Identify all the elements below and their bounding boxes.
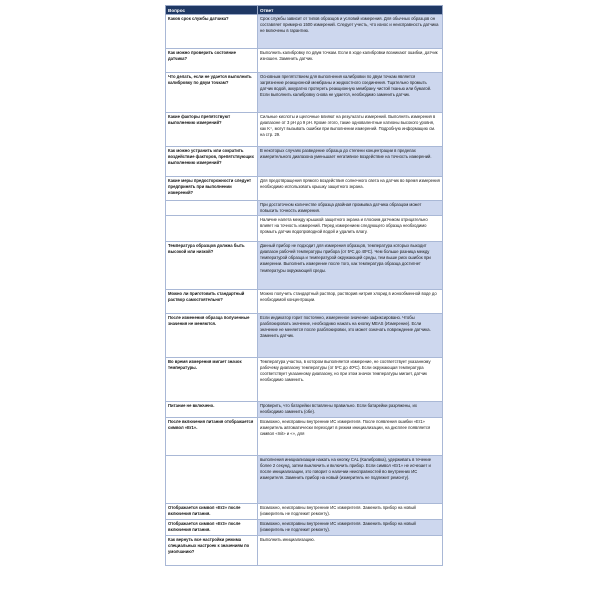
answer-cell: В некоторых случаях разведение образца до степени концентрации в пределах измерительного диапазона уменьшает негативное воздействие на точность измерений. bbox=[258, 147, 443, 177]
table-body bbox=[166, 15, 443, 566]
table-row bbox=[166, 504, 443, 520]
question-cell: После включения питания отображается символ «Er1». bbox=[166, 418, 258, 456]
header-question: Вопрос bbox=[166, 6, 258, 15]
table-row bbox=[166, 456, 443, 504]
table-row bbox=[166, 49, 443, 73]
question-cell: Как вернуть все настройки режима специальных настроек к значениям по умолчанию? bbox=[166, 536, 258, 566]
question-cell: Питание не включено. bbox=[166, 402, 258, 418]
question-cell: Какие меры предосторожности следует предпринять при выполнении измерений? bbox=[166, 177, 258, 201]
table-row bbox=[166, 520, 443, 536]
table-row bbox=[166, 358, 443, 402]
answer-cell: Возможно, неисправны внутренние ИС измерителя. После появления ошибки «Er1» измеритель автоматически переходит в режим инициализации, на дисплее появляется символ «Init» и «», для bbox=[258, 418, 443, 456]
answer-cell: Возможно, неисправны внутренние ИС измерителя. Заменить прибор на новый (измеритель не подлежит ремонту). bbox=[258, 504, 443, 520]
question-cell: Что делать, если не удается выполнить калибровку по двум точкам? bbox=[166, 73, 258, 113]
question-cell bbox=[166, 216, 258, 242]
question-cell: Какие факторы препятствуют выполнению измерений? bbox=[166, 113, 258, 147]
table-row bbox=[166, 15, 443, 49]
question-cell: После изменения образца полученные значения не меняются. bbox=[166, 314, 258, 358]
question-cell bbox=[166, 456, 258, 504]
table-header-row bbox=[166, 6, 443, 15]
answer-cell: Основным препятствием для выполнения калибровки по двум точкам является загрязнение реакционной мембраны и жидкостного соединения. Тщательно промыть датчик водой, аккуратно протереть реакционную мембрану чистой тканью или бумагой. Если выполнить калибровку снова не удается, необходимо заменить датчик. bbox=[258, 73, 443, 113]
table-row bbox=[166, 402, 443, 418]
answer-cell: выполнения инициализации нажать на кнопку CAL (Калибровка), удерживать в течение более 2 секунд, затем выключить и включить прибор. Если символ «Er1» не исчезает и после инициализации, это говорит о наличии неисправностей во внутренних ИС измерителя. Заменить прибор на новый (измеритель не подлежит ремонту). bbox=[258, 456, 443, 504]
answer-cell: Данный прибор не подходит для измерения образцов, температура которых выходит диапазон рабочей температуры прибора (от 5ºC до 40ºC). Чем больше разница между температурой образца и температурой окружающей среды, тем выше риск ошибок при измерении. Выполнить измерение после того, как температура образца достигнет температуры окружающей среды. bbox=[258, 242, 443, 290]
question-cell bbox=[166, 201, 258, 216]
question-cell: Отображается символ «Er2» после включения питания. bbox=[166, 504, 258, 520]
question-cell: Как можно проверить состояние датчика? bbox=[166, 49, 258, 73]
faq-table bbox=[165, 5, 443, 566]
table-row bbox=[166, 177, 443, 201]
answer-cell: Выполнить калибровку по двум точкам. Если в ходе калибровки возникают ошибки, датчик изношен. Заменить датчик. bbox=[258, 49, 443, 73]
answer-cell: Возможно, неисправны внутренние ИС измерителя. Заменить прибор на новый (измеритель не подлежит ремонту). bbox=[258, 520, 443, 536]
question-cell: Во время измерения мигает значок температуры. bbox=[166, 358, 258, 402]
table-row bbox=[166, 314, 443, 358]
answer-cell: Выполнить инициализацию. bbox=[258, 536, 443, 566]
table-row bbox=[166, 73, 443, 113]
table-row bbox=[166, 536, 443, 566]
answer-cell: Проверить, что батарейки вставлены правильно. Если батарейки разряжены, их необходимо заменить (обе). bbox=[258, 402, 443, 418]
table-row bbox=[166, 418, 443, 456]
table-row bbox=[166, 147, 443, 177]
answer-cell: При достаточном количестве образца двойная промывка датчика образцом может повысить точность измерения. bbox=[258, 201, 443, 216]
answer-cell: Для предотвращения прямого воздействия солнечного света на датчик во время измерения необходимо использовать крышку защитного экрана. bbox=[258, 177, 443, 201]
answer-cell: Сильные кислоты и щелочные влияют на результаты измерений. Выполнять измерения в диапазоне от 3 pH до 9 pH. Кроме этого, такие одновалентные катионы высокого уровня, как K⁺, могут вызывать ошибки при выполнении измерений. Подробную информацию см. на стр. 29. bbox=[258, 113, 443, 147]
table-row bbox=[166, 216, 443, 242]
question-cell: Можно ли приготовить стандартный раствор самостоятельно? bbox=[166, 290, 258, 314]
answer-cell: Если индикатор горит постоянно, измеренное значение зафиксировано. Чтобы разблокировать значение, необходимо нажать на кнопку MEAS (Измерение). Если значение не меняется после разблокировки, это может означать повреждение датчика. Заменить датчик. bbox=[258, 314, 443, 358]
answer-cell: Наличие налета между крышкой защитного экрана и плоским датчиком отрицательно влияет на точность измерений. Перед измерением следующего образца необходимо промыть датчик водопроводной водой и удалить влагу. bbox=[258, 216, 443, 242]
question-cell: Температура образцов должна быть высокой или низкой? bbox=[166, 242, 258, 290]
answer-cell: Температура участка, в котором выполняется измерение, не соответствует указанному рабочему диапазону температуры (от 5ºC до 40ºC). Если окружающая температура соответствует указанному диапазону, но при этом значок температуры мигает, датчик необходимо заменить. bbox=[258, 358, 443, 402]
question-cell: Как можно устранить или сократить воздействие факторов, препятствующих выполнению измерений? bbox=[166, 147, 258, 177]
question-cell: Отображается символ «Er3» после включения питания. bbox=[166, 520, 258, 536]
question-cell: Каков срок службы датчика? bbox=[166, 15, 258, 49]
table-row bbox=[166, 201, 443, 216]
table-row bbox=[166, 242, 443, 290]
answer-cell: Срок службы зависит от типов образцов и условий измерения. Для обычных образцов он составляет примерно 1500 измерений. Следует учесть, что износ и неисправность датчика не включены в гарантию. bbox=[258, 15, 443, 49]
answer-cell: Можно получить стандартный раствор, растворив нитрия хлорид в ионообменной воде до необходимой концентрации. bbox=[258, 290, 443, 314]
table-row bbox=[166, 113, 443, 147]
header-answer: Ответ bbox=[258, 6, 443, 15]
table-row bbox=[166, 290, 443, 314]
